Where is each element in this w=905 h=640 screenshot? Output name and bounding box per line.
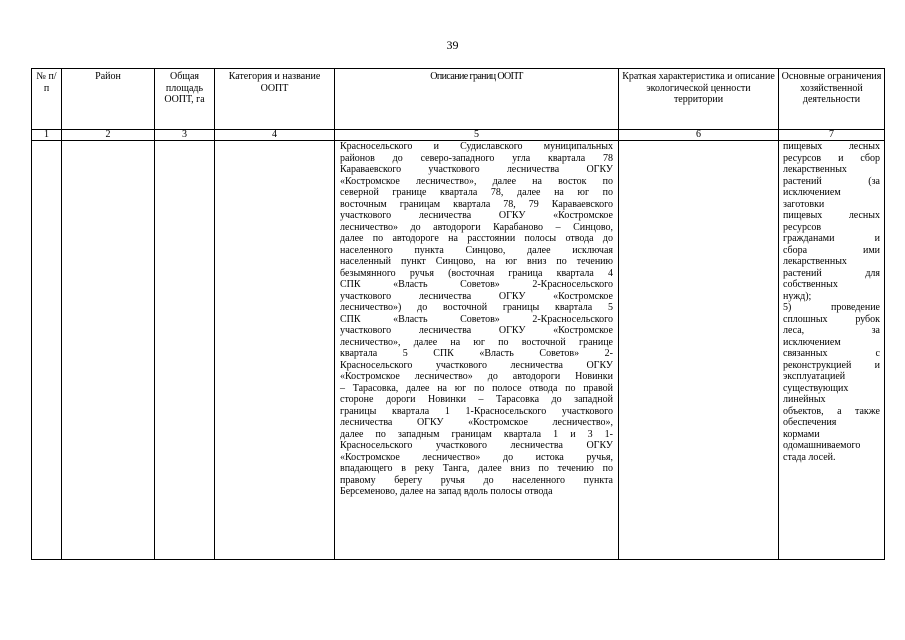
restriction-line: лекарственных [783, 164, 847, 175]
restriction-line: линейных [783, 394, 826, 405]
restriction-line: собственных [783, 279, 838, 290]
restriction-line: кормами [783, 428, 820, 440]
description-line: «Костромское лесничество», далее на восток по [340, 175, 613, 187]
restriction-line: растений для [783, 267, 880, 279]
description-line: Берсеменово, далее на запад вдоль полосы отвода [340, 486, 553, 497]
description-line: участкового лесничества ОГКУ «Костромское [340, 210, 613, 221]
column-number-row [32, 130, 885, 141]
description-line: «Костромское лесничество» до истока ручья, [340, 451, 613, 463]
cell-area [155, 141, 215, 560]
description-line: правому берегу ручья до населенного пункта [340, 474, 613, 486]
description-line: населенного пункта Синцово, далее исключая [340, 244, 613, 256]
cell-district [62, 141, 155, 560]
header-number: № п/п [32, 69, 62, 130]
restriction-line: гражданами и [783, 233, 880, 244]
description-line: далее по западным границам квартала 1 и 3 1- [340, 428, 613, 440]
description-line: безымянного ручья (восточная граница квартала 4 [340, 267, 613, 279]
description-line: СПК «Власть Советов» 2-Красносельского [340, 279, 613, 290]
description-line: – Тарасовка, далее на юг по полосе отвода по правой [340, 382, 613, 394]
restriction-line: ресурсов [783, 221, 822, 233]
header-area: Общая площадь ООПТ, га [155, 69, 215, 130]
restriction-line: исключением [783, 187, 841, 198]
description-line: населенный пункт Синцово, на юг вниз по течению [340, 256, 613, 267]
restriction-line: нужд); [783, 290, 812, 302]
cell-characteristics [619, 141, 779, 560]
description-line: Красносельского участкового лесничества ОГКУ [340, 440, 613, 451]
restriction-line: лекарственных [783, 256, 847, 267]
description-line: Красносельского участкового лесничества ОГКУ [340, 359, 613, 371]
description-line: СПК «Власть Советов» 2-Красносельского [340, 313, 613, 325]
description-line: восточным границам квартала 78, 79 Караваевского [340, 198, 613, 210]
column-number: 4 [215, 130, 335, 141]
restriction-line: заготовки [783, 198, 825, 210]
restriction-line: объектов, а также [783, 405, 880, 417]
description-line: Караваевского участкового лесничества ОГКУ [340, 164, 613, 175]
column-number: 3 [155, 130, 215, 141]
column-number: 6 [619, 130, 779, 141]
description-line: впадающего в реку Танга, далее вниз по течению по [340, 463, 613, 474]
cell-boundary-description [335, 141, 619, 560]
restriction-line: ресурсов и сбор [783, 152, 880, 164]
description-line: северной границе квартала 78, далее на юг по [340, 187, 613, 198]
cell-number [32, 141, 62, 560]
column-number: 1 [32, 130, 62, 141]
description-line: стороне дороги Новинки – Тарасовка до западной [340, 394, 613, 405]
restriction-line: растений (за [783, 175, 880, 187]
table-row [32, 141, 885, 560]
description-line: районов до северо-западного угла квартала 78 [340, 152, 613, 164]
description-line: квартала 5 СПК «Власть Советов» 2- [340, 348, 613, 359]
restriction-line: пищевых лесных [783, 210, 880, 221]
description-line: лесничество») до восточной границы квартала 5 [340, 302, 613, 313]
description-line: участкового лесничества ОГКУ «Костромское [340, 325, 613, 336]
restriction-line: эксплуатацией [783, 371, 846, 382]
table-header-row [32, 69, 885, 130]
page-number: 39 [446, 38, 459, 52]
restriction-line: связанных с [783, 348, 880, 359]
cell-category [215, 141, 335, 560]
description-line: лесничество» до автодороги Карабаново – Синцово, [340, 221, 613, 233]
description-line: Красносельского и Судиславского муниципальных [340, 141, 613, 152]
description-line: границы квартала 1 1-Красносельского участкового [340, 405, 613, 417]
column-number: 7 [779, 130, 885, 141]
restriction-line: сплошных рубок [783, 313, 880, 325]
restriction-line: 5) проведение [783, 302, 880, 313]
description-line: лесничество», далее на юг по восточной границе [340, 336, 613, 348]
header-characteristics: Краткая характеристика и описание экологической ценности территории [619, 69, 779, 130]
restriction-line: существующих [783, 382, 849, 394]
header-restrictions: Основные ограничения хозяйственной деятельности [779, 69, 885, 130]
column-number: 5 [335, 130, 619, 141]
description-line: далее по автодороге на расстоянии полосы отвода до [340, 233, 613, 244]
protected-areas-table [31, 68, 885, 560]
restriction-line: стада лосей. [783, 451, 836, 463]
restriction-line: исключением [783, 336, 841, 348]
header-description: Описание границ ООПТ [335, 69, 619, 130]
restriction-line: леса, за [783, 325, 880, 336]
header-category: Категория и название ООПТ [215, 69, 335, 130]
description-line: «Костромское лесничество» до автодороги Новинки [340, 371, 613, 382]
header-district: Район [62, 69, 155, 130]
restriction-line: одомашниваемого [783, 440, 861, 451]
column-number: 2 [62, 130, 155, 141]
restriction-line: пищевых лесных [783, 141, 880, 152]
description-line: лесничества ОГКУ «Костромское лесничество», [340, 417, 613, 428]
restriction-line: обеспечения [783, 417, 837, 428]
restriction-line: сбора ими [783, 244, 880, 256]
description-line: участкового лесничества ОГКУ «Костромское [340, 290, 613, 302]
restriction-line: реконструкцией и [783, 359, 880, 371]
cell-restrictions [779, 141, 885, 560]
